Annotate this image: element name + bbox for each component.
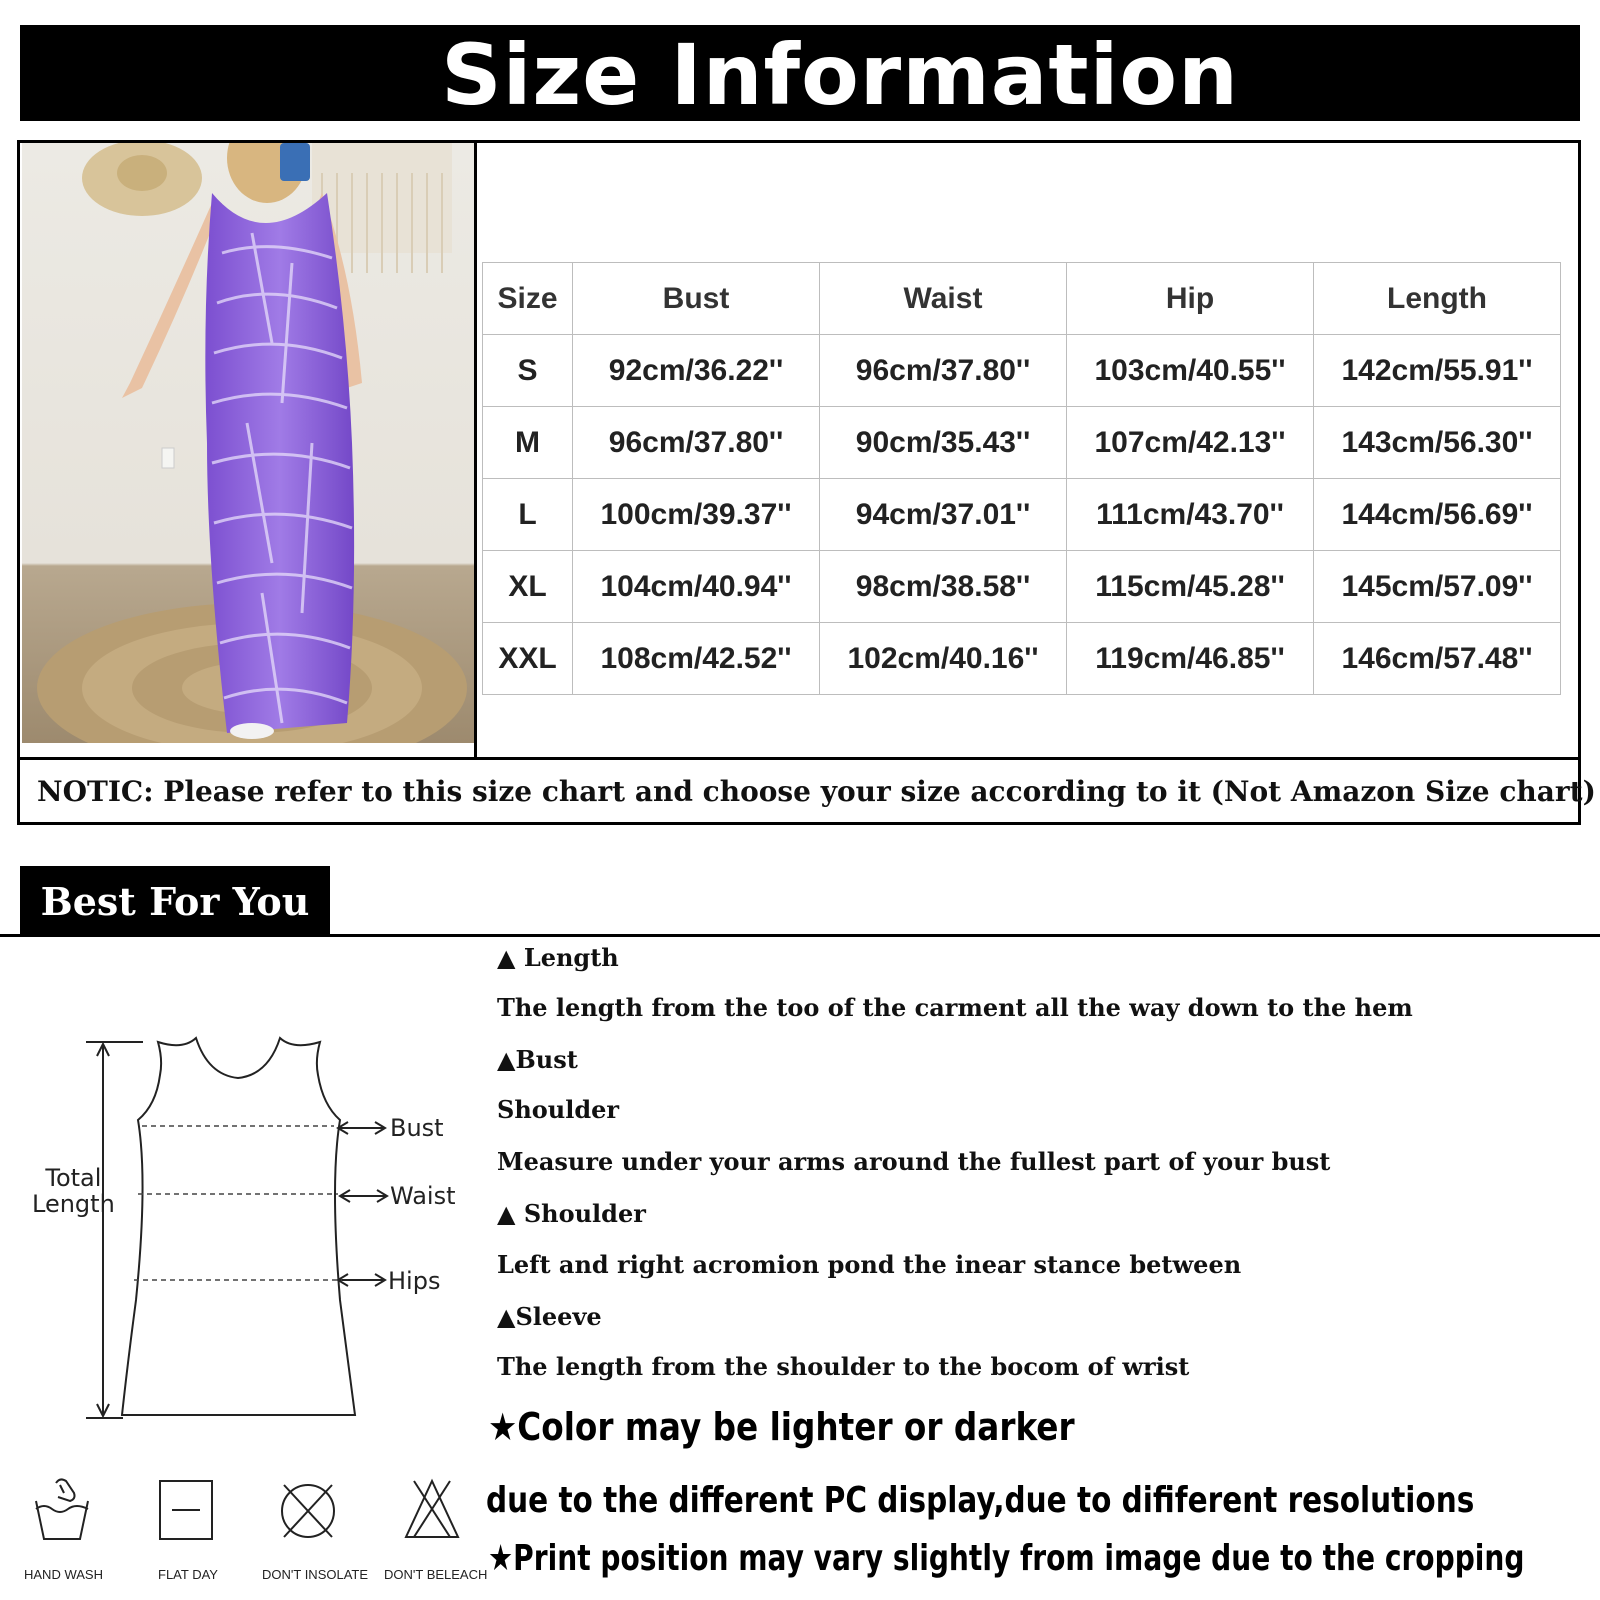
- color-note: ★Color may be lighter or darker: [488, 1405, 1075, 1449]
- column-header: Bust: [573, 263, 820, 335]
- panel-divider: [474, 140, 477, 760]
- length-heading: ▲ Length: [497, 943, 619, 972]
- table-cell: M: [483, 407, 573, 479]
- table-row: [483, 623, 1561, 695]
- shoulder-label: Shoulder: [497, 1095, 620, 1124]
- length-text: The length from the too of the carment all the way down to the hem: [497, 993, 1413, 1022]
- table-cell: 90cm/35.43'': [820, 407, 1067, 479]
- table-header-row: [483, 263, 1561, 335]
- table-cell: 108cm/42.52'': [573, 623, 820, 695]
- total-length-line1: Total: [45, 1164, 102, 1192]
- color-note-continued: due to the different PC display,due to dififerent resolutions: [486, 1480, 1475, 1521]
- bust-heading: ▲Bust: [497, 1045, 578, 1074]
- hand-wash-icon: [30, 1475, 94, 1545]
- product-photo: [22, 143, 474, 743]
- dress-measurement-diagram: [18, 1030, 458, 1430]
- column-header: Length: [1314, 263, 1561, 335]
- dont-bleach-label: DON'T BELEACH: [384, 1567, 488, 1582]
- bust-label: Bust: [390, 1114, 444, 1142]
- table-cell: XXL: [483, 623, 573, 695]
- table-cell: 92cm/36.22'': [573, 335, 820, 407]
- table-row: [483, 551, 1561, 623]
- table-cell: 143cm/56.30'': [1314, 407, 1561, 479]
- table-cell: 107cm/42.13'': [1067, 407, 1314, 479]
- table-row: [483, 407, 1561, 479]
- dont-insolate-label: DON'T INSOLATE: [262, 1567, 369, 1582]
- shoulder-text: Left and right acromion pond the inear stance between: [497, 1250, 1242, 1279]
- table-cell: 144cm/56.69'': [1314, 479, 1561, 551]
- section-divider: [0, 934, 1600, 937]
- flat-dry-icon: [156, 1475, 216, 1545]
- table-cell: 96cm/37.80'': [573, 407, 820, 479]
- size-table: [482, 262, 1561, 695]
- table-cell: 96cm/37.80'': [820, 335, 1067, 407]
- sleeve-heading: ▲Sleeve: [497, 1302, 602, 1331]
- model-wearing-dress-image: [22, 143, 474, 743]
- table-cell: 145cm/57.09'': [1314, 551, 1561, 623]
- table-cell: 102cm/40.16'': [820, 623, 1067, 695]
- table-cell: 119cm/46.85'': [1067, 623, 1314, 695]
- table-cell: 146cm/57.48'': [1314, 623, 1561, 695]
- table-cell: L: [483, 479, 573, 551]
- shoulder-heading: ▲ Shoulder: [497, 1199, 646, 1228]
- table-row: [483, 335, 1561, 407]
- table-cell: 103cm/40.55'': [1067, 335, 1314, 407]
- notice-bar: [17, 757, 1596, 825]
- flat-dry-label: FLAT DAY: [158, 1567, 218, 1582]
- table-cell: 142cm/55.91'': [1314, 335, 1561, 407]
- total-length-label: [32, 1165, 115, 1217]
- hips-label: Hips: [388, 1267, 441, 1295]
- column-header: Hip: [1067, 263, 1314, 335]
- table-cell: S: [483, 335, 573, 407]
- table-cell: 111cm/43.70'': [1067, 479, 1314, 551]
- table-cell: 98cm/38.58'': [820, 551, 1067, 623]
- dont-insolate-icon: [276, 1475, 340, 1545]
- column-header: Waist: [820, 263, 1067, 335]
- title-bar: [20, 25, 1580, 124]
- table-cell: 94cm/37.01'': [820, 479, 1067, 551]
- best-for-you-tab: Best For You: [20, 866, 330, 936]
- notice-text: NOTIC: Please refer to this size chart and choose your size according to it (Not Amazon Size chart): [37, 774, 1596, 808]
- column-header: Size: [483, 263, 573, 335]
- total-length-line2: Length: [32, 1190, 115, 1218]
- print-note: ★Print position may vary slightly from image due to the cropping: [488, 1538, 1525, 1579]
- table-cell: XL: [483, 551, 573, 623]
- table-cell: 100cm/39.37'': [573, 479, 820, 551]
- table-row: [483, 479, 1561, 551]
- dont-bleach-icon: [400, 1475, 464, 1545]
- sleeve-text: The length from the shoulder to the bocom of wrist: [497, 1352, 1190, 1381]
- table-cell: 104cm/40.94'': [573, 551, 820, 623]
- bust-text: Measure under your arms around the fullest part of your bust: [497, 1147, 1331, 1176]
- page-title: Size Information: [441, 26, 1239, 124]
- hand-wash-label: HAND WASH: [24, 1567, 103, 1582]
- dress-outline: [122, 1038, 355, 1415]
- waist-label: Waist: [390, 1182, 456, 1210]
- table-cell: 115cm/45.28'': [1067, 551, 1314, 623]
